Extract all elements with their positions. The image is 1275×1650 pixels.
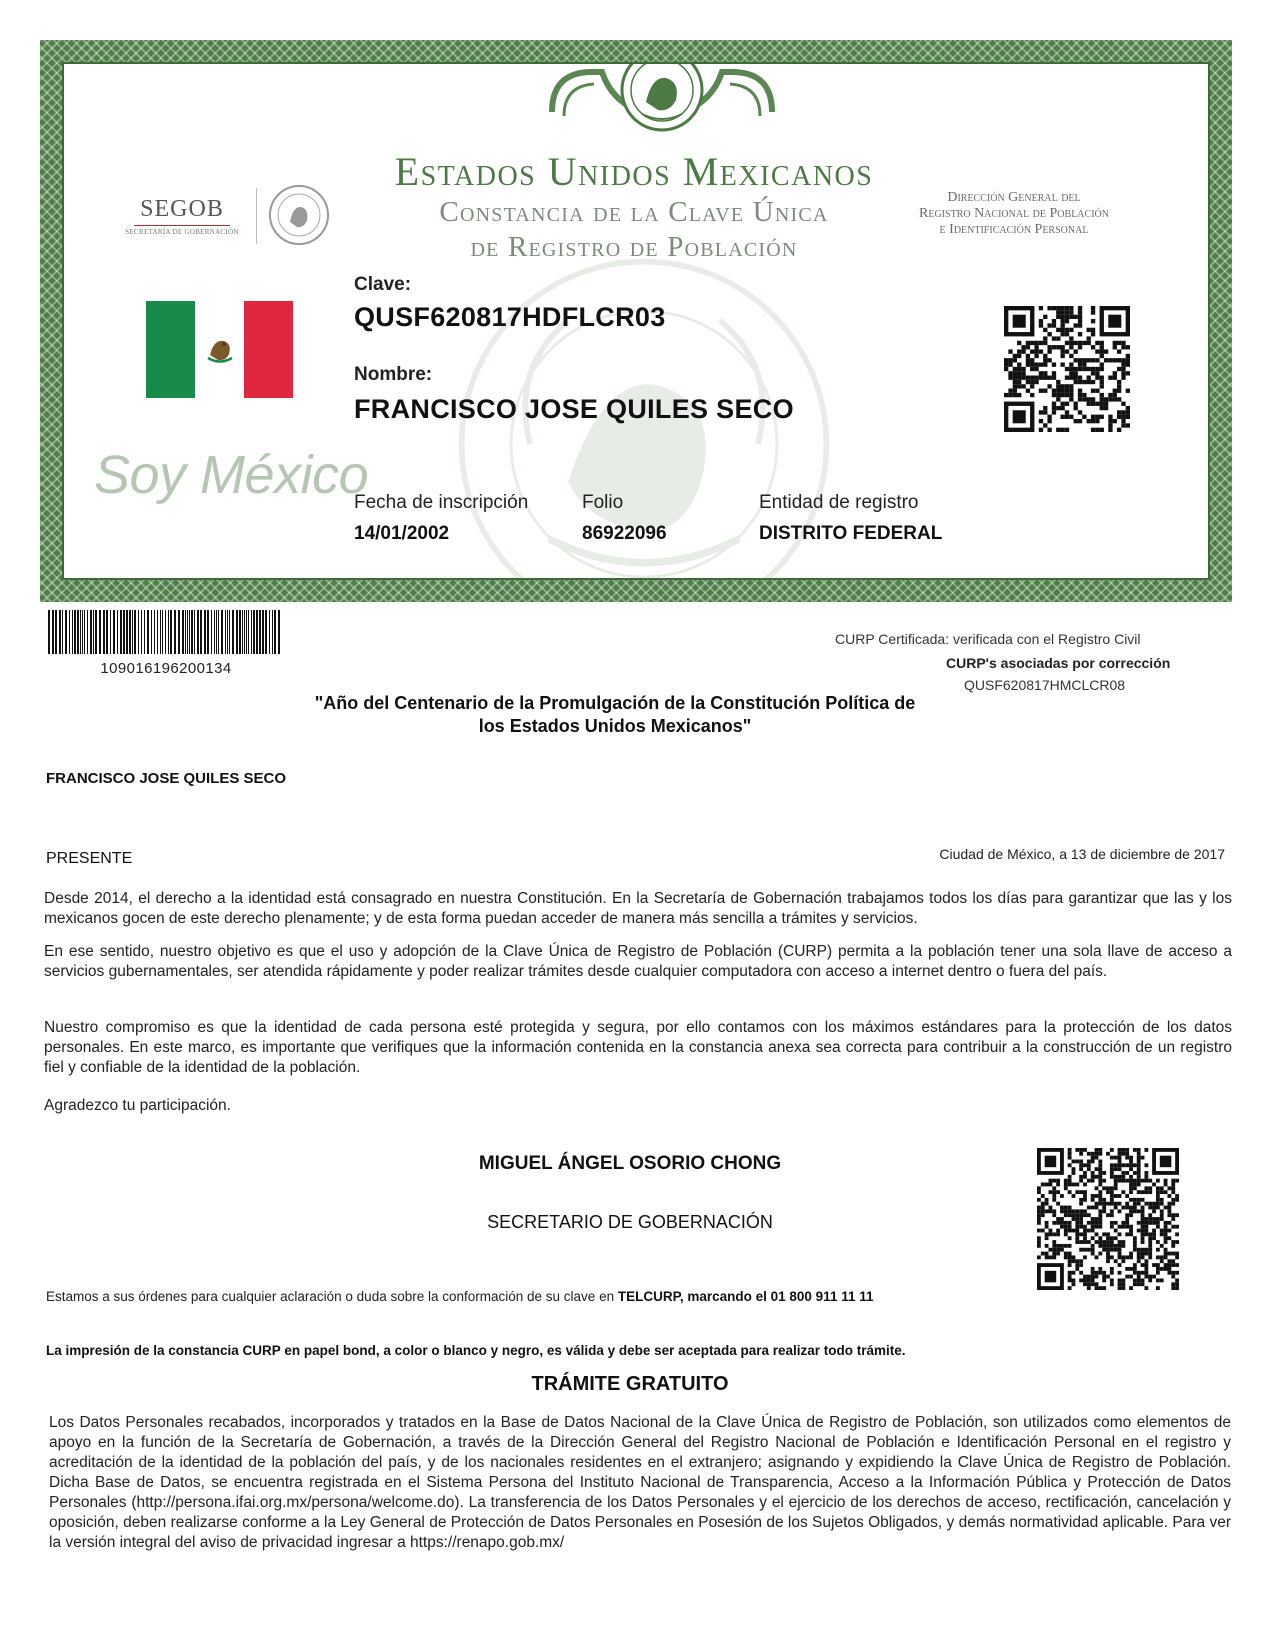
folio-label: Folio bbox=[582, 492, 624, 513]
certificate-body bbox=[62, 62, 1210, 580]
validity-notice: La impresión de la constancia CURP en papel bond, a color o blanco y negro, es válida y debe ser aceptada para realizar todo trámite. bbox=[46, 1343, 906, 1358]
contact-line bbox=[46, 1289, 874, 1304]
certificate-subtitle-line2: de Registro de Población bbox=[470, 231, 798, 263]
associated-curp-label: CURP's asociadas por corrección bbox=[946, 655, 1171, 671]
dgr-label bbox=[884, 190, 1144, 238]
segob-subtitle: SECRETARÍA DE GOBERNACIÓN bbox=[125, 228, 239, 236]
slogan: Soy México bbox=[94, 445, 369, 505]
associated-curp-value: QUSF620817HMCLCR08 bbox=[964, 677, 1126, 693]
nombre-label: Nombre: bbox=[354, 364, 433, 385]
certified-status: CURP Certificada: verificada con el Registro Civil bbox=[835, 631, 1141, 647]
letter-paragraph-3: Nuestro compromiso es que la identidad de cada persona esté protegida y segura, por ello contamos con los máximos estándares para la protección de los datos personales. En este marco, es importante que verifiques que la información contenida en la constancia anexa sea correcta para contribuir a la construcción de un registro fiel y confiable de la identidad de la población. bbox=[44, 1019, 1232, 1076]
contact-phone: TELCURP, marcando el 01 800 911 11 11 bbox=[617, 1289, 874, 1304]
qr-code-icon bbox=[1037, 1148, 1179, 1290]
letter-paragraph-4: Agradezco tu participación. bbox=[44, 1097, 231, 1114]
barcode-icon bbox=[48, 610, 284, 654]
contact-text: Estamos a sus órdenes para cualquier aclaración o duda sobre la conformación de su clave en bbox=[46, 1289, 618, 1304]
flag-white-stripe bbox=[195, 301, 244, 398]
signer-name: MIGUEL ÁNGEL OSORIO CHONG bbox=[478, 1153, 782, 1174]
mexico-flag bbox=[146, 301, 293, 398]
qr-code-icon bbox=[1004, 306, 1130, 432]
motto-line2: los Estados Unidos Mexicanos" bbox=[478, 716, 752, 736]
privacy-notice: Los Datos Personales recabados, incorporados y tratados en la Base de Datos Nacional de la Clave Única de Registro de Población, son utilizados como elementos de apoyo en la función de la Secretaría de Gobernación, a través de la Dirección General del Registro Nacional de Población e Identificación Personal en el registro y acreditación de la identidad de la población del país, y de los nacionales residentes en el extranjero; asignando y expidiendo la Clave Única de Registro de Población. Dicha Base de Datos, se encuentra registrada en el Sistema Persona del Instituto Nacional de Transparencia, Acceso a la Información Pública y Protección de Datos Personales (http://persona.ifai.org.mx/persona/welcome.do). La transferencia de los Datos Personales y el ejercicio de los derechos de acceso, rectificación, cancelación y oposición, deben realizarse conforme a la Ley General de Protección de Datos Personales en Posesión de los Sujetos Obligados, y demás normatividad aplicable. Para ver la versión integral del aviso de privacidad ingresar a https://renapo.gob.mx/ bbox=[49, 1414, 1231, 1551]
barcode-number: 109016196200134 bbox=[100, 660, 232, 677]
folio-value: 86922096 bbox=[582, 523, 667, 544]
letter-paragraph-2: En ese sentido, nuestro objetivo es que el uso y adopción de la Clave Única de Registro de Población (CURP) permita a la población tener una sola llave de acceso a servicios gubernamentales, ser atendida rápidamente y poder realizar trámites desde cualquier computadora con acceso a internet dentro o fuera del país. bbox=[44, 943, 1232, 980]
dgr-line3: e Identificación Personal bbox=[939, 222, 1089, 237]
signer-title: SECRETARIO DE GOBERNACIÓN bbox=[487, 1212, 773, 1232]
letter-addressee: FRANCISCO JOSE QUILES SECO bbox=[46, 770, 287, 787]
free-procedure-heading: TRÁMITE GRATUITO bbox=[531, 1373, 729, 1395]
clave-value: QUSF620817HDFLCR03 bbox=[354, 302, 666, 332]
fecha-label: Fecha de inscripción bbox=[354, 492, 529, 513]
certificate-title: Estados Unidos Mexicanos bbox=[394, 149, 874, 194]
letter-date: Ciudad de México, a 13 de diciembre de 2017 bbox=[939, 846, 1225, 862]
letter-paragraph-1: Desde 2014, el derecho a la identidad está consagrado en nuestra Constitución. En la Secretaría de Gobernación trabajamos todos los días para garantizar que las y los mexicanos gocen de este derecho plenamente; y de esta forma puedan acceder de manera más sencilla a trámites y servicios. bbox=[44, 890, 1232, 927]
motto-line1: "Año del Centenario de la Promulgación de la Constitución Política de bbox=[314, 693, 916, 713]
dgr-line1: Dirección General del bbox=[947, 190, 1081, 205]
segob-logo bbox=[120, 184, 330, 254]
flag-green-stripe bbox=[146, 301, 195, 398]
segob-name: SEGOB bbox=[140, 196, 224, 222]
segob-seal-icon bbox=[268, 184, 330, 246]
letter-presente: PRESENTE bbox=[46, 850, 133, 867]
clave-label: Clave: bbox=[354, 274, 412, 295]
certificate-subtitle-line1: Constancia de la Clave Única bbox=[439, 196, 829, 228]
national-seal-icon bbox=[542, 62, 782, 138]
fecha-value: 14/01/2002 bbox=[354, 523, 450, 544]
official-motto bbox=[290, 692, 940, 738]
curp-certificate bbox=[40, 40, 1232, 602]
segob-underline bbox=[134, 225, 230, 226]
dgr-line2: Registro Nacional de Población bbox=[919, 206, 1109, 221]
nombre-value: FRANCISCO JOSE QUILES SECO bbox=[354, 394, 794, 424]
entidad-value: DISTRITO FEDERAL bbox=[759, 523, 943, 544]
flag-emblem-icon bbox=[202, 331, 238, 367]
flag-red-stripe bbox=[244, 301, 293, 398]
segob-divider bbox=[256, 188, 257, 244]
entidad-label: Entidad de registro bbox=[759, 492, 919, 513]
